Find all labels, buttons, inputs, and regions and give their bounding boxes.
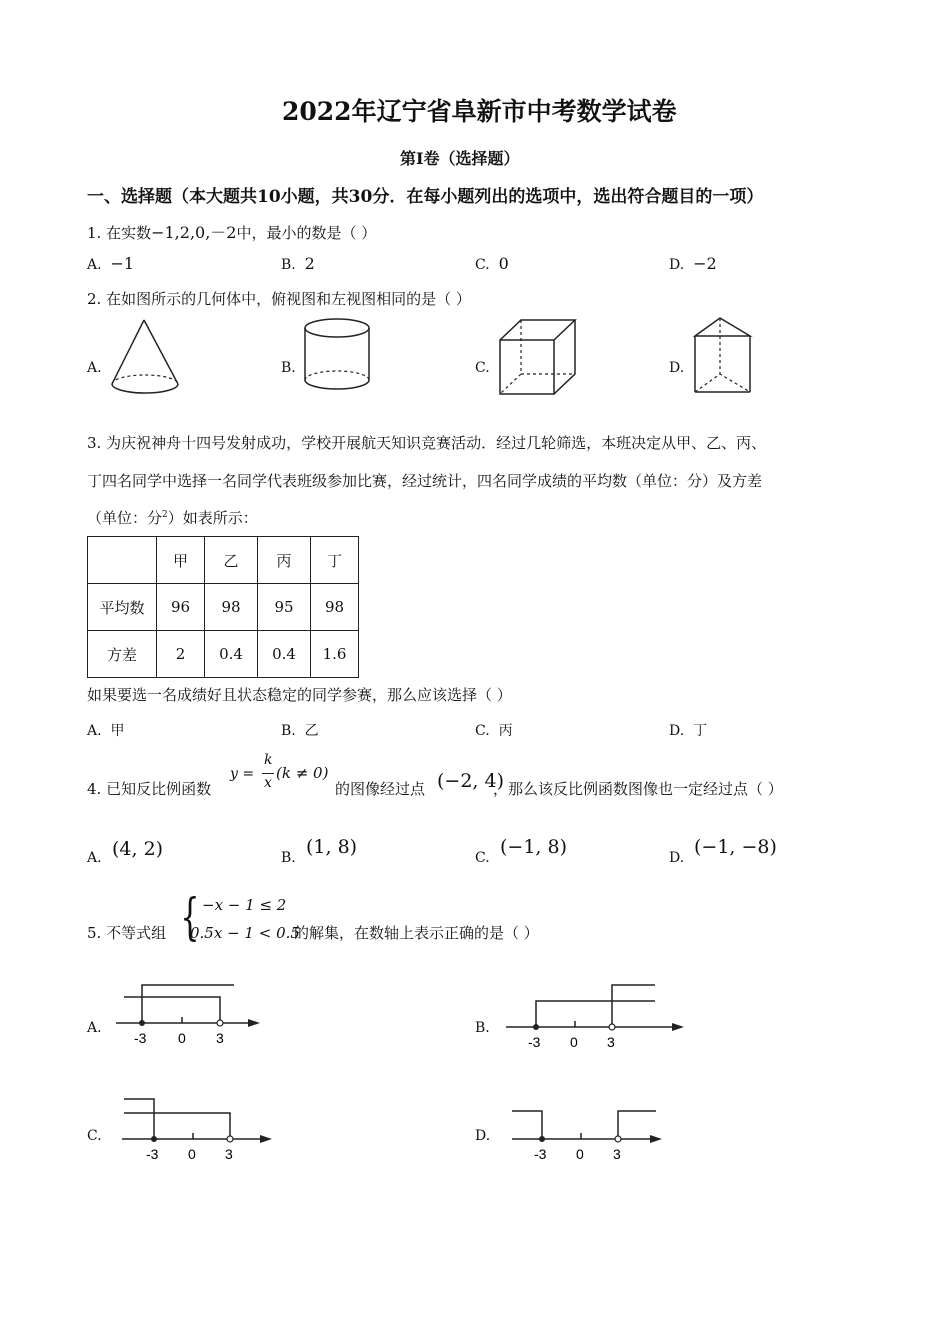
q3-line-3-suffix: ）如表所示： [167,509,258,527]
tick-label: 3 [216,1030,224,1046]
triangular-prism-icon [692,318,762,398]
table-cell [88,537,157,584]
option-value: 甲 [110,723,125,739]
table-cell: 96 [157,584,205,631]
q3-line-3 [87,507,258,528]
q1-option-b[interactable] [281,254,315,273]
table-cell: 丁 [311,537,359,584]
tick-label: -3 [534,1146,547,1162]
section-heading: 一、选择题（本大题共10小题，共30分．在每小题列出的选项中，选出符合题目的一项） [87,187,764,207]
q4-function-numerator: k [264,752,273,768]
tick-label: 0 [178,1030,186,1046]
number-line-a [112,980,272,1060]
option-value: −2 [693,254,717,273]
option-value: 丙 [498,723,513,739]
q4-option-d[interactable]: D. [669,850,685,866]
table-cell: 乙 [205,537,258,584]
option-value: 0 [498,254,509,273]
tick-label: 0 [576,1146,584,1162]
tick-label: 3 [607,1034,615,1050]
q4-option-a[interactable]: A. [87,850,102,866]
cube-icon [497,318,582,398]
fraction-bar [262,773,274,774]
tick-label: 0 [188,1146,196,1162]
table-row [88,631,359,678]
q3-question: 如果要选一名成绩好且状态稳定的同学参赛，那么应该选择（ ） [87,686,512,704]
table-cell: 甲 [157,537,205,584]
option-letter: B. [281,723,296,739]
q4-option-c-value: (−1, 8) [500,836,568,858]
q4-option-c[interactable]: C. [475,850,490,866]
q3-option-c[interactable] [475,720,513,740]
table-cell: 98 [311,584,359,631]
q5-option-b[interactable]: B. [475,1020,490,1036]
option-letter: D. [669,723,685,739]
tick-label: -3 [528,1034,541,1050]
number-line-c [118,1090,288,1170]
q5-option-a[interactable]: A. [87,1020,102,1036]
q2-option-c[interactable]: C. [475,360,490,376]
q5-inequality-2: 0.5x − 1 < 0.5 [190,924,300,942]
q2-option-a[interactable]: A. [87,360,102,376]
question-2: 2. 在如图所示的几何体中，俯视图和左视图相同的是（ ） [87,290,471,308]
option-value: 乙 [304,723,319,739]
q4-point: (−2, 4) [437,770,505,792]
q1-suffix: 中，最小的数是（ ） [236,224,377,242]
table-cell: 平均数 [88,584,157,631]
q4-function-lhs: y = [230,766,255,782]
q4-option-a-value: (4, 2) [112,838,164,860]
q4-option-b-value: (1, 8) [306,836,358,858]
option-letter: B. [281,257,296,273]
unit-superscript: 2 [162,510,168,520]
option-value: −1 [110,254,135,273]
q4-suffix: ，那么该反比例函数图像也一定经过点（ ） [493,780,783,798]
q5-inequality-1: −x − 1 ≤ 2 [202,896,287,914]
tick-label: -3 [146,1146,159,1162]
cylinder-icon [302,316,382,396]
q5-option-d[interactable]: D. [475,1128,491,1144]
option-value: 2 [304,254,315,273]
table-cell: 95 [258,584,311,631]
table-cell: 1.6 [311,631,359,678]
q4-option-d-value: (−1, −8) [694,836,777,858]
q1-option-a[interactable] [87,254,134,273]
q3-line-2: 丁四名同学中选择一名同学代表班级参加比赛，经过统计，四名同学成绩的平均数（单位：分）及方差 [87,472,763,490]
q4-option-b[interactable]: B. [281,850,296,866]
q1-numbers: −1,2,0,－2 [151,223,237,242]
q1-prefix: 1. 在实数 [87,224,152,242]
q3-line-3-prefix: （单位：分 [87,509,163,527]
table-header-row [88,537,359,584]
number-line-d [506,1090,696,1170]
table-row [88,584,359,631]
q5-option-c[interactable]: C. [87,1128,102,1144]
tick-label: -3 [134,1030,147,1046]
q4-function-denominator: x [264,775,272,791]
table-cell: 0.4 [205,631,258,678]
q5-suffix: 的解集，在数轴上表示正确的是（ ） [294,924,539,942]
q3-option-b[interactable] [281,720,319,740]
table-cell: 方差 [88,631,157,678]
table-cell: 丙 [258,537,311,584]
option-letter: A. [87,723,102,739]
q5-prefix: 5. 不等式组 [87,924,167,942]
option-value: 丁 [693,723,708,739]
q3-option-d[interactable] [669,720,707,740]
volume-subtitle: 第Ⅰ卷（选择题） [400,149,520,168]
q4-function-condition: (k ≠ 0) [276,764,329,782]
option-letter: A. [87,257,102,273]
q1-option-c[interactable] [475,254,509,273]
tick-label: 3 [613,1146,621,1162]
number-line-b [500,980,690,1060]
table-cell: 0.4 [258,631,311,678]
table-cell: 98 [205,584,258,631]
q3-line-1: 3. 为庆祝神舟十四号发射成功，学校开展航天知识竞赛活动．经过几轮筛选，本班决定从甲、乙、丙、 [87,434,767,452]
option-letter: C. [475,257,490,273]
q1-option-d[interactable] [669,254,717,273]
tick-label: 3 [225,1146,233,1162]
q4-prefix: 4. 已知反比例函数 [87,780,212,798]
table-cell: 2 [157,631,205,678]
question-1 [87,220,376,243]
option-letter: D. [669,257,685,273]
q4-middle: 的图像经过点 [335,780,426,798]
q2-option-d[interactable]: D. [669,360,685,376]
option-letter: C. [475,723,490,739]
q3-option-a[interactable] [87,720,124,740]
cone-icon [108,318,188,398]
page-title: 2022年辽宁省阜新市中考数学试卷 [282,97,677,126]
score-table [87,536,359,678]
brace-icon: { [180,888,200,946]
q2-option-b[interactable]: B. [281,360,296,376]
tick-label: 0 [570,1034,578,1050]
